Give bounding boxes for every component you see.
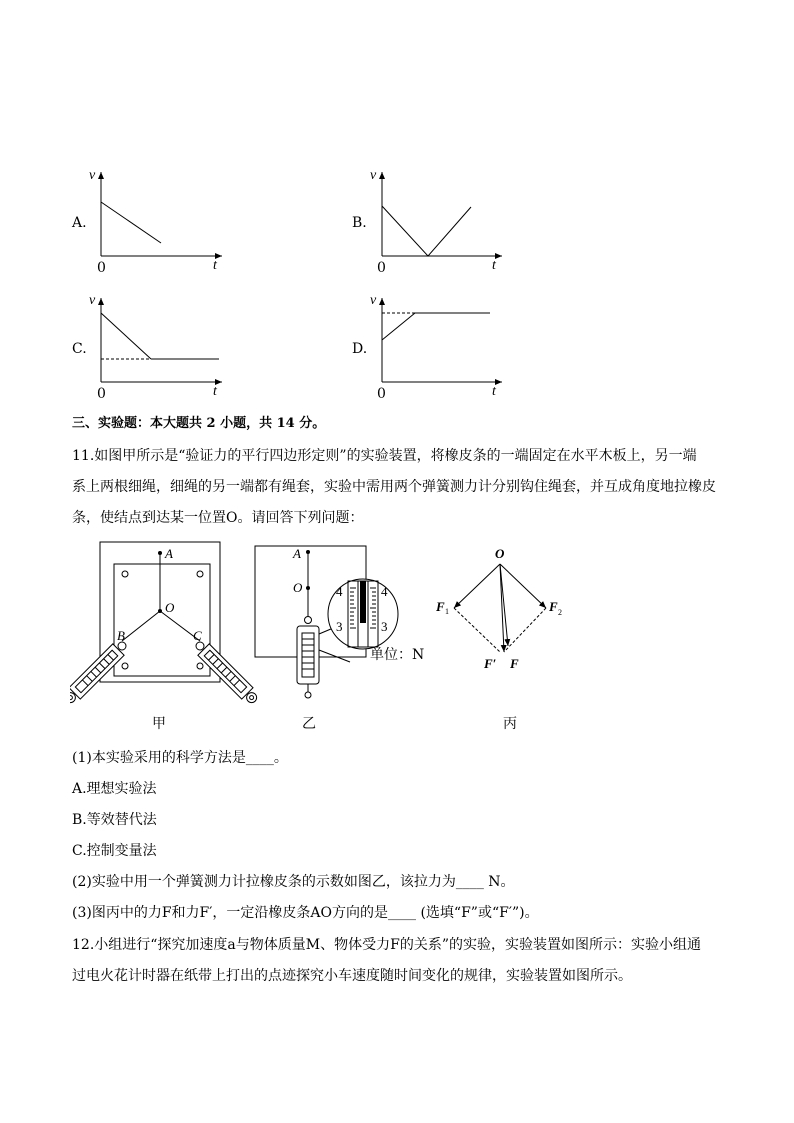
graph-c-v-label: v <box>89 293 96 308</box>
yi-scale-top-right: 4 <box>381 584 388 599</box>
graph-c-t-label: t <box>213 384 217 399</box>
yi-label-o: O <box>293 580 303 595</box>
graph-a-t-label: t <box>213 258 217 273</box>
graph-a <box>101 172 222 256</box>
bing-label-f: F <box>510 656 519 671</box>
figure-jia-caption: 甲 <box>152 716 166 732</box>
graph-c-origin: 0 <box>97 386 106 402</box>
jia-label-c: C <box>193 628 202 643</box>
graph-a-option-label: A. <box>72 215 87 231</box>
graph-b-t-label: t <box>492 258 496 273</box>
bing-label-f1-sub: 1 <box>445 607 449 616</box>
graph-c-option-label: C. <box>72 341 87 357</box>
yi-label-a: A <box>293 546 301 561</box>
bing-label-f2-sub: 2 <box>558 608 562 617</box>
graph-d-option-label: D. <box>352 341 368 357</box>
bing-label-fprime: F′ <box>484 656 497 671</box>
figure-yi-caption: 乙 <box>302 716 316 732</box>
figure-bing-caption: 丙 <box>503 716 517 732</box>
jia-label-a: A <box>165 546 173 561</box>
jia-label-b: B <box>117 628 125 643</box>
q11-option-c: C.控制变量法 <box>72 843 157 859</box>
jia-label-o: O <box>165 600 175 615</box>
q12-line-1: 12.小组进行“探究加速度a与物体质量M、物体受力F的关系”的实验，实验装置如图所示：实验小组通 <box>72 937 701 953</box>
graph-d <box>382 298 502 382</box>
q11-sub3: (3)图丙中的力F和力F′，一定沿橡皮条AO方向的是____ (选填“F”或“F′”)。 <box>72 905 539 921</box>
graph-d-origin: 0 <box>377 386 386 402</box>
q11-option-b: B.等效替代法 <box>72 812 157 828</box>
yi-scale-top-left: 4 <box>336 584 343 599</box>
q11-line-1: 11.如图甲所示是“验证力的平行四边形定则”的实验装置，将橡皮条的一端固定在水平木板上，另一端 <box>72 448 697 464</box>
q12-line-2: 过电火花计时器在纸带上打出的点迹探究小车速度随时间变化的规律，实验装置如图所示。 <box>72 968 632 984</box>
q11-sub1: (1)本实验采用的科学方法是____。 <box>72 750 288 766</box>
bing-label-o: O <box>495 546 505 561</box>
graph-b-option-label: B. <box>352 215 367 231</box>
figure-bing <box>430 538 580 678</box>
graph-c <box>101 298 222 382</box>
q11-line-3: 条，使结点到达某一位置O。请回答下列问题： <box>72 510 364 526</box>
section-title: 三、实验题：本大题共 2 小题，共 14 分。 <box>72 416 326 431</box>
bing-label-f1: F <box>436 599 445 614</box>
figure-jia <box>70 538 260 708</box>
graph-a-v-label: v <box>89 168 96 183</box>
graph-b-origin: 0 <box>377 260 386 276</box>
q11-sub2: (2)实验中用一个弹簧测力计拉橡皮条的示数如图乙，该拉力为____ N。 <box>72 874 515 890</box>
graph-b-v-label: v <box>370 168 377 183</box>
yi-scale-bottom-right: 3 <box>381 619 388 634</box>
vt-graphs <box>0 0 794 420</box>
graph-a-origin: 0 <box>97 260 106 276</box>
yi-scale-bottom-left: 3 <box>336 619 343 634</box>
bing-label-f2: F <box>549 599 558 614</box>
figure-yi-unit: 单位：N <box>370 647 425 663</box>
q11-option-a: A.理想实验法 <box>72 781 157 797</box>
graph-d-t-label: t <box>492 384 496 399</box>
q11-line-2: 系上两根细绳，细绳的另一端都有绳套，实验中需用两个弹簧测力计分别钩住绳套，并互成角度地拉橡皮 <box>72 479 716 495</box>
graph-b <box>382 172 502 256</box>
graph-d-v-label: v <box>370 293 377 308</box>
figure-yi <box>250 538 440 708</box>
